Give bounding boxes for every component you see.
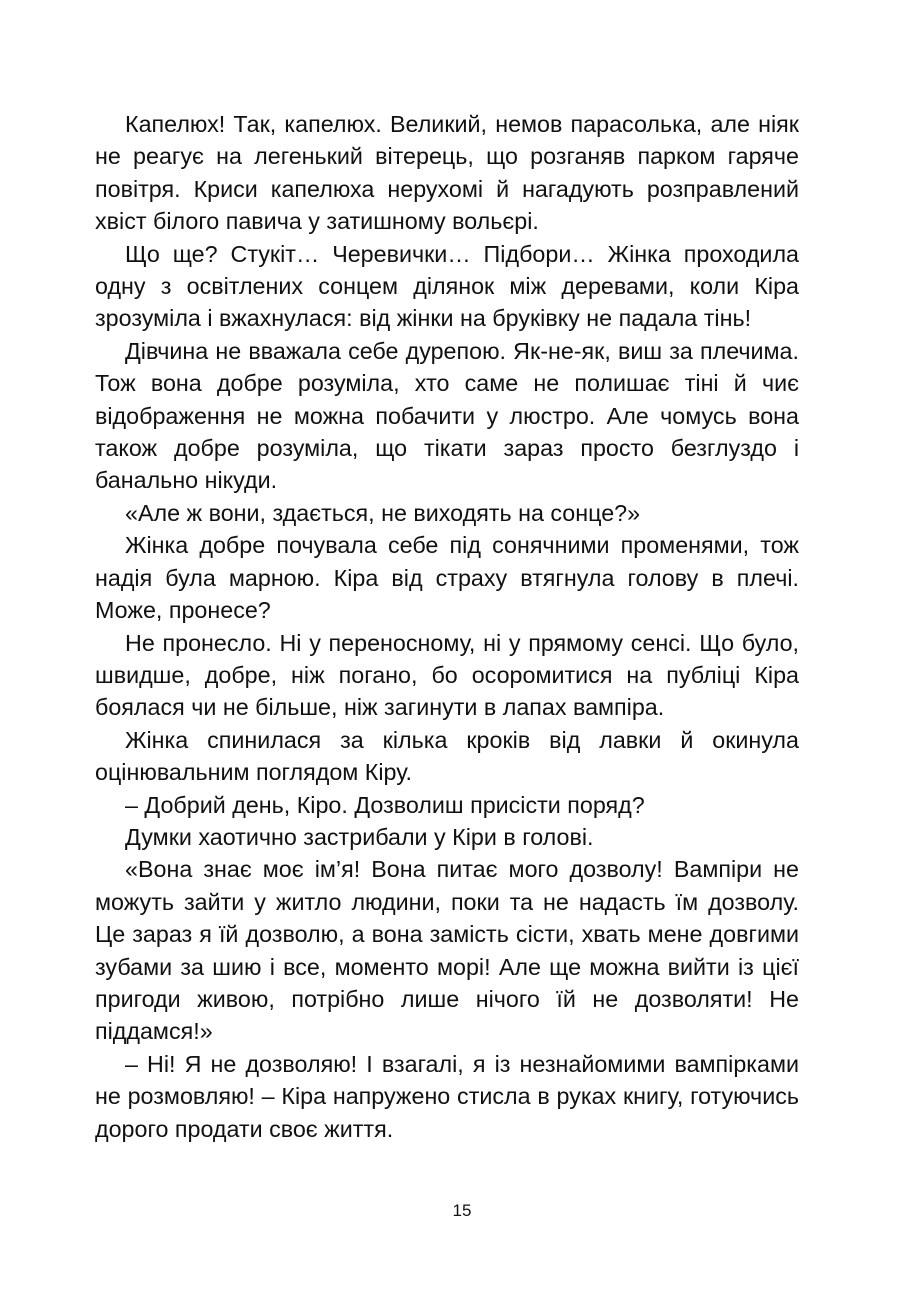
- paragraph: Думки хаотично застрибали у Кіри в голові.: [125, 823, 594, 850]
- paragraph: – Добрий день, Кіро. Дозволиш присісти поряд?: [125, 791, 645, 818]
- paragraph: «Вона знає моє ім’я! Вона питає мого дозволу! Вампіри не можуть зайти у житло людини, поки та не надасть їм дозволу. Це зараз я їй дозволю, а вона замість сісти, хвать мене довгими зубами за шию і все, моменто морі! Але ще можна вийти із цієї пригоди живою, потрібно лише нічого їй не дозволяти! Не піддамся!»: [95, 856, 799, 1045]
- paragraph: Жінка добре почувала себе під сонячними променями, тож надія була марною. Кіра від страху втягнула голову в плечі. Може, пронесе?: [95, 532, 799, 624]
- page-body: [95, 108, 799, 1145]
- paragraph: Не пронесло. Ні у переносному, ні у прямому сенсі. Що було, швидше, добре, ніж погано, бо осоромитися на публіці Кіра боялася чи не більше, ніж загинути в лапах вампіра.: [95, 629, 799, 721]
- page-number: 15: [452, 1201, 472, 1220]
- paragraph: Жінка спинилася за кілька кроків від лавки й окинула оцінювальним поглядом Кіру.: [95, 726, 799, 786]
- paragraph: Що ще? Стукіт… Черевички… Підбори… Жінка проходила одну з освітлених сонцем ділянок між деревами, коли Кіра зрозуміла і вжахнулася: від жінки на бруківку не падала тінь!: [95, 240, 799, 332]
- paragraph: «Але ж вони, здається, не виходять на сонце?»: [125, 499, 641, 526]
- paragraph: – Ні! Я не дозволяю! І взагалі, я із незнайомими вампірками не розмовляю! – Кіра напружено стисла в руках книгу, готуючись дорого продати своє життя.: [95, 1050, 799, 1142]
- paragraph: Дівчина не вважала себе дурепою. Як-не-як, виш за плечима. Тож вона добре розуміла, хто саме не полишає тіні й чиє відображення не можна побачити у люстро. Але чомусь вона також добре розуміла, що тікати зараз просто безглуздо і банально нікуди.: [95, 337, 799, 494]
- paragraph: Капелюх! Так, капелюх. Великий, немов парасолька, але ніяк не реагує на легенький вітерець, що розганяв парком гаряче повітря. Криси капелюха нерухомі й нагадують розправлений хвіст білого павича у затишному вольєрі.: [95, 111, 799, 235]
